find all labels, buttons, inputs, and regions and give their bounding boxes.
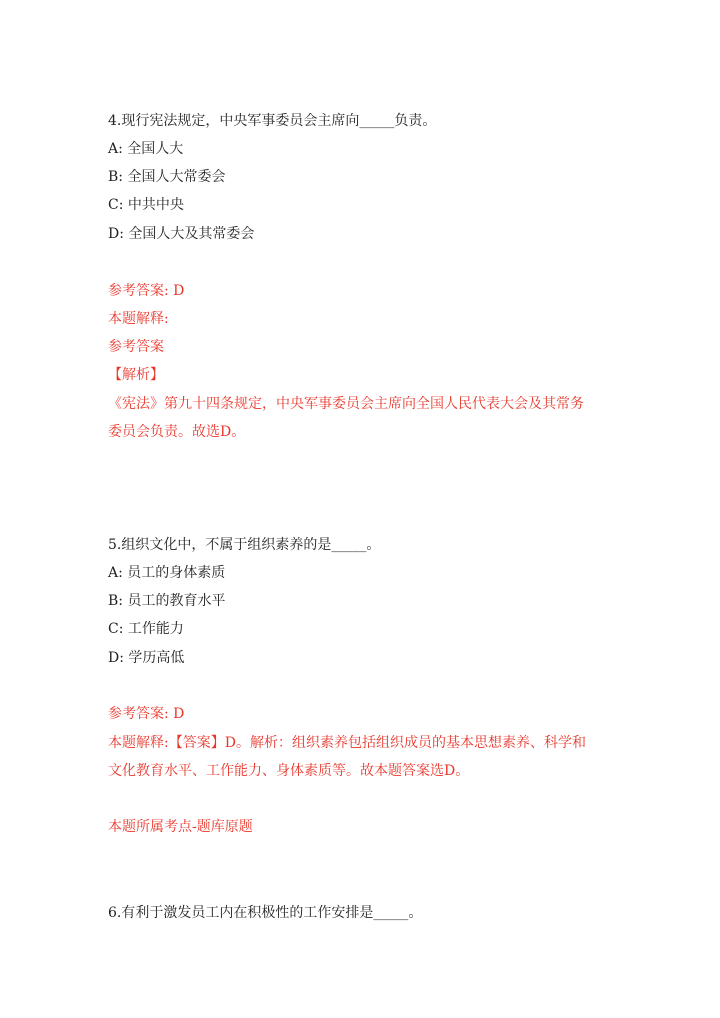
question-4-text: 4.现行宪法规定，中央军事委员会主席向_____负责。 bbox=[108, 113, 437, 129]
question-4-option-d: D: 全国人大及其常委会 bbox=[108, 226, 255, 242]
question-4-analysis-line-1: 《宪法》第九十四条规定，中央军事委员会主席向全国人民代表大会及其常务 bbox=[108, 396, 584, 412]
question-4-reference-answer: 参考答案 bbox=[108, 339, 164, 355]
question-5-option-d: D: 学历高低 bbox=[108, 650, 185, 666]
question-5-topic: 本题所属考点-题库原题 bbox=[108, 819, 253, 835]
question-5-option-c: C: 工作能力 bbox=[108, 621, 184, 637]
question-4-option-b: B: 全国人大常委会 bbox=[108, 169, 226, 185]
question-4-option-c: C: 中共中央 bbox=[108, 197, 184, 213]
question-4-option-a: A: 全国人大 bbox=[108, 141, 184, 157]
question-5-option-b: B: 员工的教育水平 bbox=[108, 593, 226, 609]
question-4-explanation-label: 本题解释: bbox=[108, 311, 169, 327]
question-5-option-a: A: 员工的身体素质 bbox=[108, 565, 226, 581]
question-5-explanation-line-1: 本题解释:【答案】D。解析：组织素养包括组织成员的基本思想素养、科学和 bbox=[108, 735, 586, 751]
question-5-answer: 参考答案: D bbox=[108, 706, 185, 722]
question-4-analysis-tag: 【解析】 bbox=[108, 367, 164, 383]
question-5-text: 5.组织文化中，不属于组织素养的是_____。 bbox=[108, 537, 381, 553]
question-4-answer: 参考答案: D bbox=[108, 283, 185, 299]
question-4-analysis-line-2: 委员会负责。故选D。 bbox=[108, 424, 246, 440]
question-5-explanation-line-2: 文化教育水平、工作能力、身体素质等。故本题答案选D。 bbox=[108, 763, 470, 779]
question-6-text: 6.有利于激发员工内在积极性的工作安排是_____。 bbox=[108, 905, 423, 921]
